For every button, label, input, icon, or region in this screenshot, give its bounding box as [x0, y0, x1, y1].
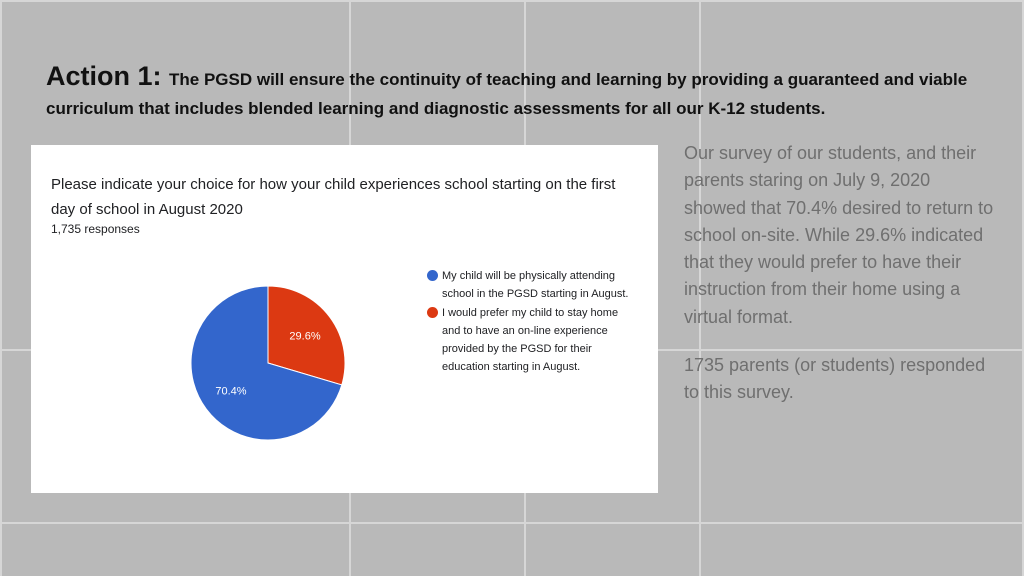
chart-responses: 1,735 responses	[51, 222, 140, 236]
legend-swatch-online	[427, 307, 438, 318]
chart-card	[31, 145, 658, 493]
legend-item-online	[427, 304, 637, 376]
side-paragraph-2: 1735 parents (or students) responded to this survey.	[684, 355, 986, 403]
pie-label-attending: 70.4%	[215, 385, 247, 398]
pie-label-online: 29.6%	[289, 330, 321, 343]
legend-swatch-attending	[427, 270, 438, 281]
slide-title-body: The PGSD will ensure the continuity of teaching and learning by providing a guaranteed and viable curriculum that includes blended learning and diagnostic assessments for all our K-12 students.	[46, 70, 968, 118]
slide-title	[46, 62, 1006, 123]
legend-label-online: I would prefer my child to stay home and to have an on-line experience provided by the PGSD for their education starting in August.	[442, 307, 619, 373]
grid-line	[0, 0, 2, 576]
legend-item-attending	[427, 267, 637, 303]
side-paragraph-1: Our survey of our students, and their parents staring on July 9, 2020 showed that 70.4% desired to return to school on-site. While 29.6% indicated that they would prefer to have their instruction from their home using a virtual format.	[684, 143, 994, 327]
slide-title-lead: Action 1:	[46, 61, 170, 91]
grid-line	[0, 522, 1024, 524]
side-text	[684, 140, 994, 428]
chart-title: Please indicate your choice for how your child experiences school starting on the first day of school in August 2020	[51, 176, 616, 218]
grid-line	[0, 0, 1024, 2]
legend-label-attending: My child will be physically attending school in the PGSD starting in August.	[442, 270, 629, 300]
